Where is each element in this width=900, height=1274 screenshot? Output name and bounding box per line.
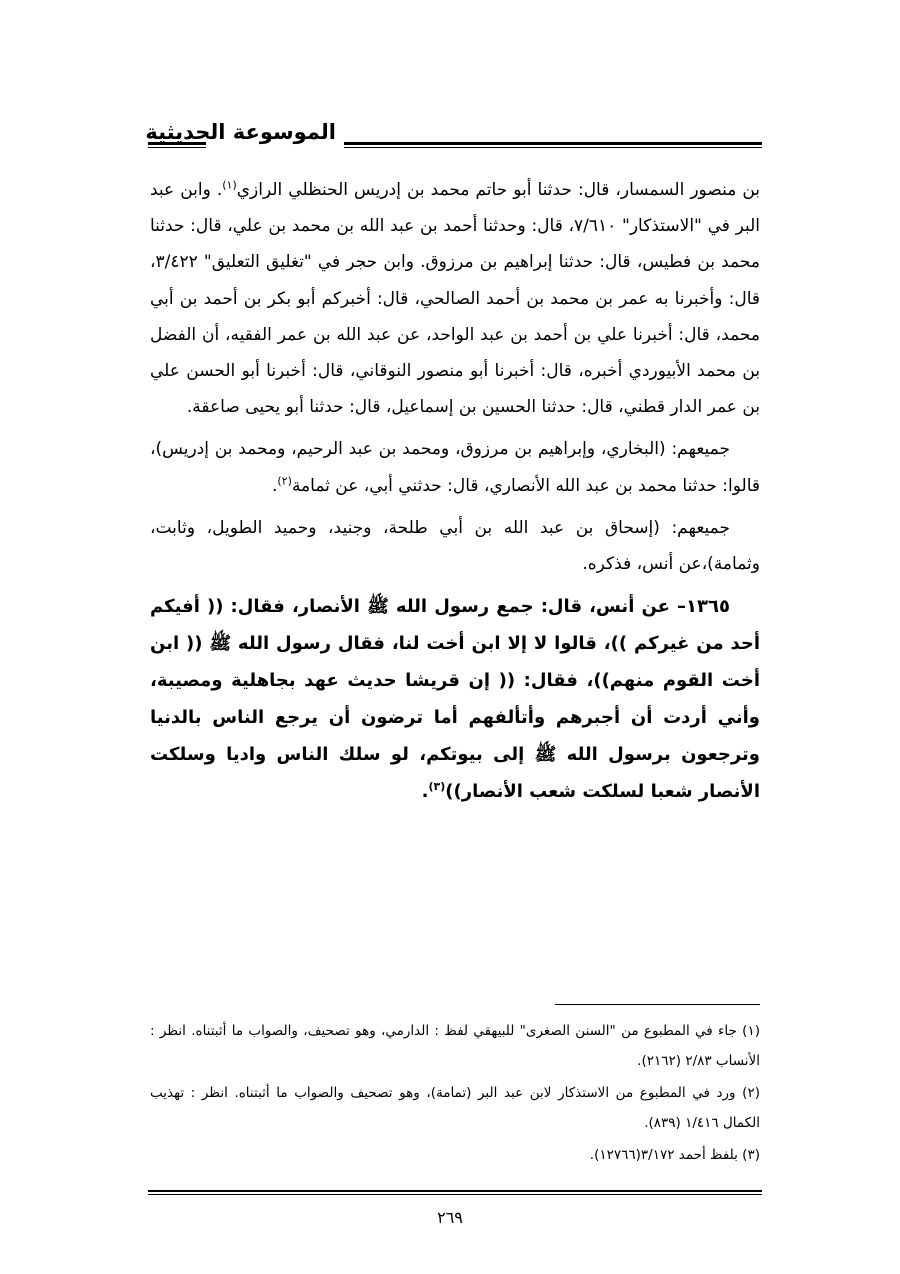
footnote-separator — [555, 1004, 760, 1005]
header-title: الموسوعة الحديثية — [145, 120, 336, 144]
paragraph-text-continued: . وابن عبد البر في "الاستذكار" ٧/٦١٠، قال: وحدثنا أحمد بن عبد الله بن محمد بن علي، قال: حدثنا محمد بن فطيس، قال: حدثنا إبراهيم بن مرزوق. وابن حجر في "تغليق التعليق" ٣/٤٢٢، قال: وأخبرنا به عمر بن محمد بن أحمد الصالحي، قال: أخبركم أبو بكر بن أحمد بن أبي محمد، قال: أخبرنا علي بن أحمد بن عبد الواحد، عن عبد الله بن عمر الفقيه، أن الفضل بن محمد الأبيوردي أخبره، قال: أخبرنا أبو منصور النوقاني، قال: أخبرنا أبو الحسن علي بن عمر الدار قطني، قال: حدثنا الحسين بن إسماعيل، قال: حدثنا أبو يحيى صاعقة. — [150, 180, 760, 418]
paragraph-jamiuhum-2: جميعهم: (إسحاق بن عبد الله بن أبي طلحة، وجنيد، وحميد الطويل، وثابت، وثمامة)،عن أنس، فذكره. — [150, 517, 760, 575]
footnote-3: (٣) بلفظ أحمد ٣/١٧٢(١٢٧٦٦). — [589, 1147, 760, 1163]
period: . — [421, 781, 429, 803]
hadith-text: ١٣٦٥– عن أنس، قال: جمع رسول الله ﷺ الأنصار، فقال: (( أفيكم أحد من غيركم ))، قالوا لا إلا ابن أخت لنا، فقال رسول الله ﷺ (( ابن أخت القوم منهم))، فقال: (( إن قريشا حديث عهد بجاهلية ومصيبة، وأني أردت أن أجبرهم وأتألفهم أما ترضون أن يرجع الناس بالدنيا وترجعون برسول الله ﷺ إلى بيوتكم، لو سلك الناس واديا وسلكت الأنصار شعبا لسلكت شعب الأنصار)) — [150, 596, 760, 803]
footnote-1: (١) جاء في المطبوع من "السنن الصغرى" للبيهقي لفظ : الدارمي، وهو تصحيف، والصواب ما أثبتناه. انظر : الأنساب ٢/٨٣ (٢١٦٢). — [150, 1023, 760, 1069]
hadith-1365 — [150, 588, 760, 810]
period: . — [272, 475, 278, 496]
header-rule-right — [344, 142, 762, 148]
paragraph-text: بن منصور السمسار، قال: حدثنا أبو حاتم محمد بن إدريس الحنظلي الرازي — [236, 180, 760, 200]
paragraph-jamiuhum-1 — [150, 431, 760, 503]
footnotes — [150, 1016, 760, 1172]
header-rule-left — [148, 142, 206, 148]
footnote-ref-3: (٣) — [428, 780, 446, 794]
main-text — [150, 172, 760, 816]
paragraph-chain — [150, 172, 760, 425]
paragraph-text: جميعهم: (البخاري، وإبراهيم بن مرزوق، ومحمد بن عبد الرحيم، ومحمد بن إدريس)، قالوا: حدثنا محمد بن عبد الله الأنصاري، قال: حدثني أبي، عن ثمامة — [150, 439, 760, 496]
footnote-2: (٢) ورد في المطبوع من الاستذكار لابن عبد البر (تمامة)، وهو تصحيف والصواب ما أثبتناه. انظر : تهذيب الكمال ١/٤١٦ (٨٣٩). — [150, 1085, 760, 1131]
footnote-ref-1: (١) — [222, 178, 237, 192]
footnote-ref-2: (٢) — [277, 473, 292, 487]
bottom-rule — [148, 1190, 762, 1195]
page-number: ٢٦٩ — [437, 1208, 463, 1227]
running-header — [145, 118, 762, 158]
